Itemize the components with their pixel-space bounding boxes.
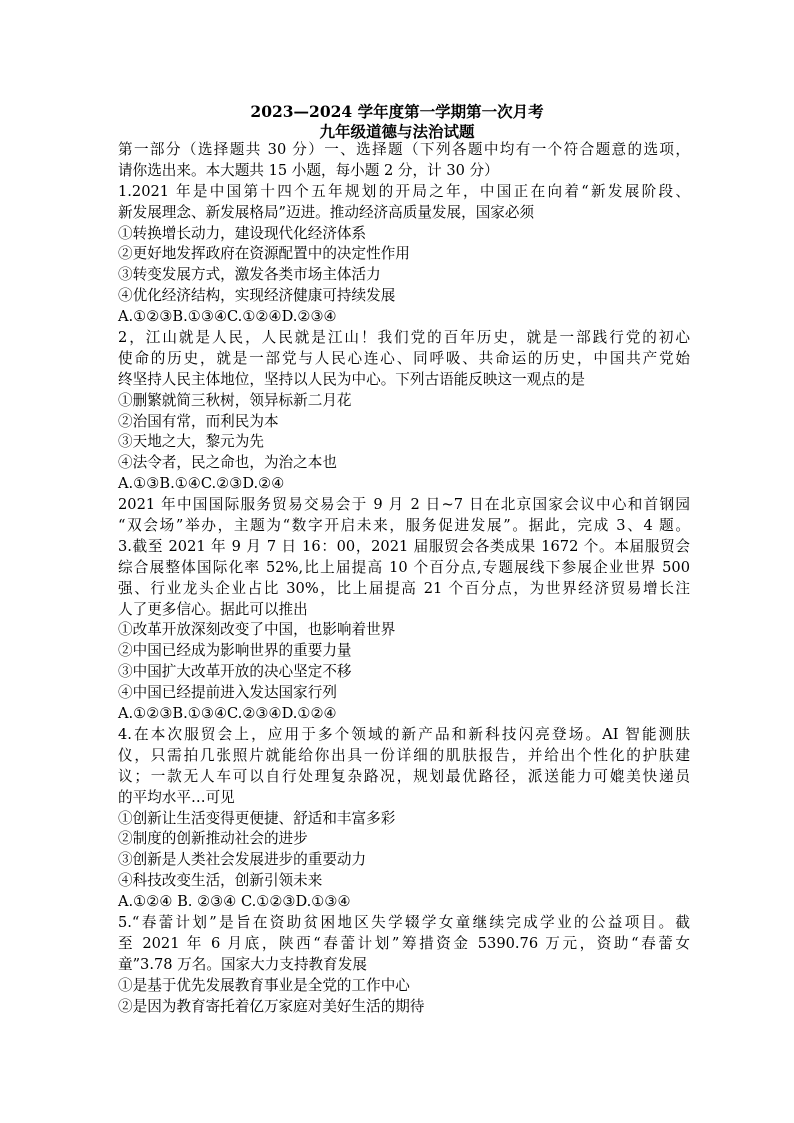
- text-line: ④中国已经提前进入发达国家行列: [118, 684, 337, 702]
- text-line: ④法令者，民之命也，为治之本也: [118, 454, 337, 472]
- text-line: 请你选出来。本大题共 15 小题，每小题 2 分，计 30 分）: [118, 161, 499, 179]
- text-line: ①转换增长动力，建设现代化经济体系: [118, 224, 367, 242]
- text-line: ②更好地发挥政府在资源配置中的决定性作用: [118, 245, 410, 263]
- text-line: 童”3.78 万名。国家大力支持教育发展: [118, 955, 367, 973]
- text-line: 人了更多信心。据此可以推出: [118, 600, 308, 618]
- text-line: “双会场”举办，主题为“数字开启未来，服务促进发展”。据此，完成 3、4 题。: [118, 517, 690, 535]
- text-line: 新发展理念、新发展格局”迈进。推动经济高质量发展，国家必须: [118, 203, 535, 221]
- text-line: 强、行业龙头企业占比 30%，比上届提高 21 个百分点，为世界经济贸易增长注: [118, 579, 690, 597]
- text-line: 3.截至 2021 年 9 月 7 日 16：00，2021 届服贸会各类成果 1672 个。本届服贸会: [118, 537, 690, 555]
- text-line: ③中国扩大改革开放的决心坚定不移: [118, 663, 352, 681]
- text-line: ①改革开放深刻改变了中国，也影响着世界: [118, 621, 396, 639]
- text-line: ①删繁就简三秋树，领异标新二月花: [118, 391, 352, 409]
- text-line: 2021 年中国国际服务贸易交易会于 9 月 2 日~7 日在北京国家会议中心和首钢园: [118, 496, 690, 514]
- exam-body: [118, 140, 690, 1017]
- text-line: 4.在本次服贸会上，应用于多个领域的新产品和新科技闪亮登场。AI 智能测肤: [118, 725, 690, 743]
- text-line: 至 2021 年 6 月底，陕西“春蕾计划”筹措资金 5390.76 万元，资助“春蕾女: [118, 934, 690, 952]
- exam-title: 2023—2024 学年度第一学期第一次月考: [250, 102, 544, 121]
- text-line: 使命的历史，就是一部党与人民心连心、同呼吸、共命运的历史，中国共产党始: [118, 349, 690, 367]
- text-line: ②治国有常，而利民为本: [118, 412, 279, 430]
- text-line: 终坚持人民主体地位，坚持以人民为中心。下列古语能反映这一观点的是: [118, 370, 586, 388]
- text-line: ③天地之大，黎元为先: [118, 433, 264, 451]
- text-line: A.①③B.①④C.②③D.②④: [118, 475, 285, 493]
- text-line: ②制度的创新推动社会的进步: [118, 830, 308, 848]
- text-line: 5.“春蕾计划”是旨在资助贫困地区失学辍学女童继续完成学业的公益项目。截: [118, 913, 690, 931]
- text-line: ②是因为教育寄托着亿万家庭对美好生活的期待: [118, 997, 425, 1015]
- text-line: ①创新让生活变得更便捷、舒适和丰富多彩: [118, 809, 396, 827]
- text-line: 1.2021 年是中国第十四个五年规划的开局之年，中国正在向着“新发展阶段、: [118, 182, 690, 200]
- text-line: 议；一款无人车可以自行处理复杂路况，规划最优路径，派送能力可媲美快递员: [118, 767, 690, 785]
- text-line: 仪，只需拍几张照片就能给你出具一份详细的肌肤报告，并给出个性化的护肤建: [118, 746, 690, 764]
- text-line: A.①②③B.①③④C.①②④D.②③④: [118, 308, 337, 326]
- text-line: ②中国已经成为影响世界的重要力量: [118, 642, 352, 660]
- text-line: 2，江山就是人民，人民就是江山！我们党的百年历史，就是一部践行党的初心: [118, 329, 690, 347]
- text-line: 综合展整体国际化率 52%,比上届提高 10 个百分点,专题展线下参展企业世界 500: [118, 558, 690, 576]
- text-line: A.①②④ B. ②③④ C.①②③D.①③④: [118, 893, 351, 911]
- text-line: 的平均水平…可见: [118, 788, 235, 806]
- text-line: ④优化经济结构，实现经济健康可持续发展: [118, 287, 396, 305]
- text-line: ④科技改变生活，创新引领未来: [118, 872, 323, 890]
- text-line: ①是基于优先发展教育事业是全党的工作中心: [118, 976, 410, 994]
- text-line: ③创新是人类社会发展进步的重要动力: [118, 851, 367, 869]
- text-line: ③转变发展方式，激发各类市场主体活力: [118, 266, 381, 284]
- text-line: A.①②③B.①③④C.②③④D.①②④: [118, 705, 337, 723]
- exam-subtitle: 九年级道德与法治试题: [319, 122, 475, 141]
- text-line: 第一部分（选择题共 30 分）一、选择题（下列各题中均有一个符合题意的选项，: [118, 141, 690, 158]
